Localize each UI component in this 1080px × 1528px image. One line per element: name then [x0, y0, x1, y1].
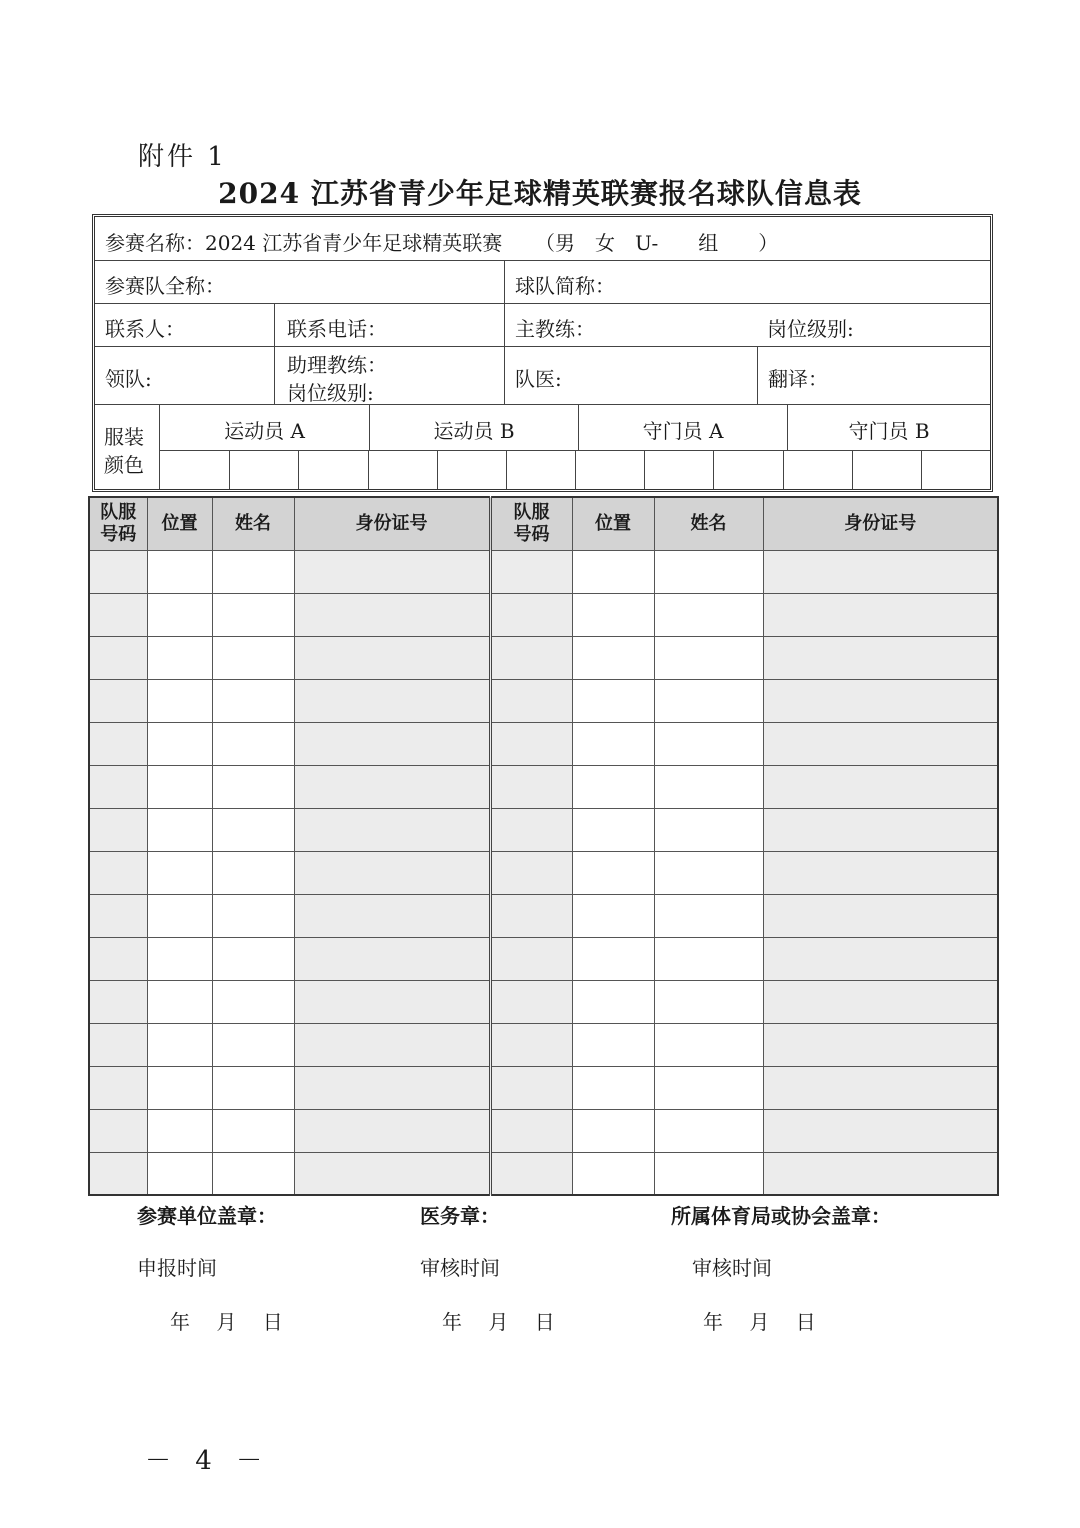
uniform-color-cell[interactable] [368, 450, 437, 489]
name-cell[interactable] [212, 894, 294, 937]
name-cell[interactable] [212, 1109, 294, 1152]
name-cell[interactable] [654, 937, 763, 980]
position-header: 位置 [147, 497, 212, 550]
uniform-label-line2: 颜色 [104, 453, 144, 477]
position-cell[interactable] [147, 593, 212, 636]
name-cell[interactable] [654, 765, 763, 808]
position-cell[interactable] [572, 550, 654, 593]
unit-seal-label: 参赛单位盖章： [137, 1204, 277, 1228]
page-number: － 4 － [145, 1446, 271, 1476]
name-cell[interactable] [654, 1023, 763, 1066]
uniform-color-cell[interactable] [298, 450, 367, 489]
declare-time-label: 申报时间 [137, 1256, 217, 1280]
team-doctor-label: 队医: [515, 367, 562, 391]
id-number-cell[interactable] [763, 1023, 998, 1066]
position-cell[interactable] [147, 894, 212, 937]
position-cell[interactable] [572, 1152, 654, 1195]
id-number-cell[interactable] [763, 1109, 998, 1152]
jersey-number-cell[interactable] [490, 894, 572, 937]
jersey-number-cell[interactable] [490, 980, 572, 1023]
jersey-number-cell[interactable] [490, 851, 572, 894]
uniform-group-label: 运动员 A [224, 419, 305, 443]
jersey-number-cell[interactable] [89, 980, 147, 1023]
uniform-color-cell[interactable] [437, 450, 506, 489]
jersey-number-cell[interactable] [89, 851, 147, 894]
roster-header-row [89, 497, 998, 550]
uniform-group-athlete-b [369, 405, 578, 450]
position-cell[interactable] [572, 894, 654, 937]
position-cell[interactable] [572, 722, 654, 765]
id-number-cell[interactable] [763, 593, 998, 636]
head-coach-cell[interactable] [504, 304, 990, 346]
id-number-cell[interactable] [763, 765, 998, 808]
name-cell[interactable] [654, 679, 763, 722]
id-number-cell[interactable] [763, 894, 998, 937]
uniform-label-line1: 服装 [104, 425, 144, 449]
jersey-number-cell[interactable] [490, 1152, 572, 1195]
jersey-number-cell[interactable] [89, 550, 147, 593]
name-cell[interactable] [212, 937, 294, 980]
jersey-number-cell[interactable] [89, 722, 147, 765]
name-cell[interactable] [654, 851, 763, 894]
jersey-number-cell[interactable] [490, 679, 572, 722]
id-number-cell[interactable] [763, 550, 998, 593]
competition-row [95, 217, 990, 261]
medical-seal-label: 医务章： [420, 1204, 500, 1228]
contact-row [95, 304, 990, 347]
jersey-number-cell[interactable] [89, 937, 147, 980]
team-short-name-cell[interactable] [504, 261, 990, 303]
assistant-coach-label: 助理教练： [287, 353, 387, 377]
table-row [89, 636, 998, 679]
jersey-number-cell[interactable] [490, 1109, 572, 1152]
uniform-color-cell[interactable] [713, 450, 782, 489]
jersey-number-cell[interactable] [89, 679, 147, 722]
id-number-cell[interactable] [763, 851, 998, 894]
jersey-number-cell[interactable] [89, 808, 147, 851]
name-cell[interactable] [212, 1152, 294, 1195]
table-row [89, 679, 998, 722]
position-header: 位置 [572, 497, 654, 550]
jersey-number-cell[interactable] [89, 1023, 147, 1066]
id-number-cell[interactable] [763, 679, 998, 722]
id-number-cell[interactable] [294, 937, 490, 980]
position-cell[interactable] [147, 1109, 212, 1152]
position-cell[interactable] [147, 636, 212, 679]
name-cell[interactable] [212, 636, 294, 679]
name-cell[interactable] [212, 593, 294, 636]
attachment-label: 附件 1 [138, 142, 227, 172]
id-number-cell[interactable] [763, 937, 998, 980]
id-number-cell[interactable] [763, 636, 998, 679]
assistant-level-label: 岗位级别: [287, 381, 374, 405]
position-cell[interactable] [572, 679, 654, 722]
assistant-coach-cell[interactable] [274, 347, 504, 404]
review-date[interactable]: 年 月 日 [442, 1310, 555, 1334]
table-row [89, 894, 998, 937]
position-cell[interactable] [147, 765, 212, 808]
table-row [89, 1152, 998, 1195]
id-number-cell[interactable] [294, 636, 490, 679]
name-cell[interactable] [212, 679, 294, 722]
id-number-cell[interactable] [763, 1066, 998, 1109]
table-row [89, 722, 998, 765]
name-cell[interactable] [212, 1066, 294, 1109]
association-seal-label: 所属体育局或协会盖章： [671, 1204, 891, 1228]
table-row [89, 765, 998, 808]
player-roster-table [88, 496, 999, 1196]
uniform-group-label: 守门员 A [642, 419, 724, 443]
name-cell[interactable] [212, 722, 294, 765]
jersey-number-cell[interactable] [89, 593, 147, 636]
uniform-color-cell[interactable] [506, 450, 575, 489]
uniform-color-cell[interactable] [160, 450, 229, 489]
name-cell[interactable] [654, 1152, 763, 1195]
jersey-number-cell[interactable] [490, 550, 572, 593]
position-cell[interactable] [572, 1066, 654, 1109]
team-full-name-label: 参赛队全称： [105, 274, 225, 298]
jersey-number-cell[interactable] [89, 1066, 147, 1109]
uniform-color-grid [159, 405, 990, 489]
jersey-number-cell[interactable] [490, 722, 572, 765]
jersey-number-cell[interactable] [490, 1066, 572, 1109]
uniform-color-row [95, 405, 990, 489]
table-row [89, 1023, 998, 1066]
id-number-cell[interactable] [294, 808, 490, 851]
position-cell[interactable] [147, 722, 212, 765]
name-cell[interactable] [654, 593, 763, 636]
jersey-number-cell[interactable] [89, 765, 147, 808]
table-row [89, 1066, 998, 1109]
team-name-row [95, 261, 990, 304]
jersey-number-cell[interactable] [490, 808, 572, 851]
uniform-color-cell[interactable] [783, 450, 852, 489]
name-cell[interactable] [212, 980, 294, 1023]
position-cell[interactable] [572, 1109, 654, 1152]
jersey-number-cell[interactable] [89, 636, 147, 679]
table-row [89, 980, 998, 1023]
uniform-group-keeper-a [578, 405, 787, 450]
name-cell[interactable] [654, 808, 763, 851]
name-cell[interactable] [654, 980, 763, 1023]
name-cell[interactable] [212, 1023, 294, 1066]
id-number-cell[interactable] [294, 980, 490, 1023]
contact-label: 联系人： [105, 317, 185, 341]
table-row [89, 808, 998, 851]
review-time-label: 审核时间 [692, 1256, 772, 1280]
id-number-cell[interactable] [294, 550, 490, 593]
name-cell[interactable] [212, 550, 294, 593]
position-cell[interactable] [147, 1023, 212, 1066]
id-number-cell[interactable] [294, 894, 490, 937]
name-cell[interactable] [212, 851, 294, 894]
position-cell[interactable] [572, 808, 654, 851]
position-cell[interactable] [147, 937, 212, 980]
name-header: 姓名 [212, 497, 294, 550]
name-cell[interactable] [212, 765, 294, 808]
id-number-cell[interactable] [294, 1152, 490, 1195]
id-number-cell[interactable] [763, 1152, 998, 1195]
jersey-number-cell[interactable] [490, 593, 572, 636]
name-cell[interactable] [654, 636, 763, 679]
jersey-number-header: 队服号码 [89, 497, 147, 550]
page-title: 2024 江苏省青少年足球精英联赛报名球队信息表 [218, 177, 862, 210]
translator-label: 翻译： [768, 367, 828, 391]
id-number-cell[interactable] [763, 808, 998, 851]
phone-cell[interactable] [274, 304, 504, 346]
position-cell[interactable] [572, 937, 654, 980]
name-cell[interactable] [654, 1109, 763, 1152]
id-number-cell[interactable] [294, 851, 490, 894]
translator-cell[interactable] [757, 347, 990, 404]
team-short-name-label: 球队简称： [515, 274, 615, 298]
position-cell[interactable] [147, 851, 212, 894]
id-number-cell[interactable] [294, 765, 490, 808]
head-coach-label: 主教练： [515, 317, 595, 341]
position-cell[interactable] [572, 765, 654, 808]
team-leader-label: 领队: [105, 367, 152, 391]
team-doctor-cell[interactable] [504, 347, 757, 404]
uniform-group-keeper-b [787, 405, 990, 450]
jersey-number-cell[interactable] [490, 937, 572, 980]
id-number-cell[interactable] [294, 1109, 490, 1152]
uniform-group-athlete-a [160, 405, 369, 450]
position-cell[interactable] [147, 980, 212, 1023]
id-number-cell[interactable] [294, 722, 490, 765]
uniform-color-cell[interactable] [229, 450, 298, 489]
id-number-cell[interactable] [294, 1066, 490, 1109]
uniform-color-cell[interactable] [575, 450, 644, 489]
position-cell[interactable] [572, 980, 654, 1023]
name-header: 姓名 [654, 497, 763, 550]
jersey-number-cell[interactable] [490, 1023, 572, 1066]
table-row [89, 937, 998, 980]
jersey-number-cell[interactable] [89, 1152, 147, 1195]
position-cell[interactable] [572, 636, 654, 679]
name-cell[interactable] [654, 550, 763, 593]
jersey-number-cell[interactable] [490, 636, 572, 679]
uniform-color-cell[interactable] [644, 450, 713, 489]
leader-row [95, 347, 990, 405]
jersey-number-cell[interactable] [89, 1109, 147, 1152]
review-time-label: 审核时间 [420, 1256, 500, 1280]
id-number-cell[interactable] [763, 722, 998, 765]
name-cell[interactable] [212, 808, 294, 851]
table-row [89, 1109, 998, 1152]
position-cell[interactable] [147, 808, 212, 851]
position-cell[interactable] [572, 1023, 654, 1066]
position-cell[interactable] [147, 1066, 212, 1109]
uniform-color-cell[interactable] [921, 450, 990, 489]
id-number-header: 身份证号 [294, 497, 490, 550]
id-number-cell[interactable] [294, 1023, 490, 1066]
position-cell[interactable] [147, 550, 212, 593]
name-cell[interactable] [654, 722, 763, 765]
position-cell[interactable] [147, 1152, 212, 1195]
position-cell[interactable] [572, 851, 654, 894]
uniform-group-label: 守门员 B [848, 419, 930, 443]
competition-group[interactable]: （男 女 U- 组 ） [535, 231, 779, 255]
uniform-group-label: 运动员 B [433, 419, 515, 443]
jersey-number-cell[interactable] [89, 894, 147, 937]
id-number-cell[interactable] [294, 593, 490, 636]
table-row [89, 593, 998, 636]
id-number-header: 身份证号 [763, 497, 998, 550]
table-row [89, 851, 998, 894]
name-cell[interactable] [654, 894, 763, 937]
id-number-cell[interactable] [294, 679, 490, 722]
position-cell[interactable] [147, 679, 212, 722]
team-info-table [92, 214, 993, 492]
jersey-number-cell[interactable] [490, 765, 572, 808]
competition-label: 参赛名称：2024 江苏省青少年足球精英联赛 [105, 231, 503, 255]
review-date[interactable]: 年 月 日 [703, 1310, 816, 1334]
declare-date[interactable]: 年 月 日 [170, 1310, 283, 1334]
uniform-color-cell[interactable] [852, 450, 921, 489]
position-level-label: 岗位级别: [767, 317, 854, 341]
table-row [89, 550, 998, 593]
position-cell[interactable] [572, 593, 654, 636]
id-number-cell[interactable] [763, 980, 998, 1023]
name-cell[interactable] [654, 1066, 763, 1109]
jersey-number-header: 队服号码 [490, 497, 572, 550]
phone-label: 联系电话： [287, 317, 387, 341]
